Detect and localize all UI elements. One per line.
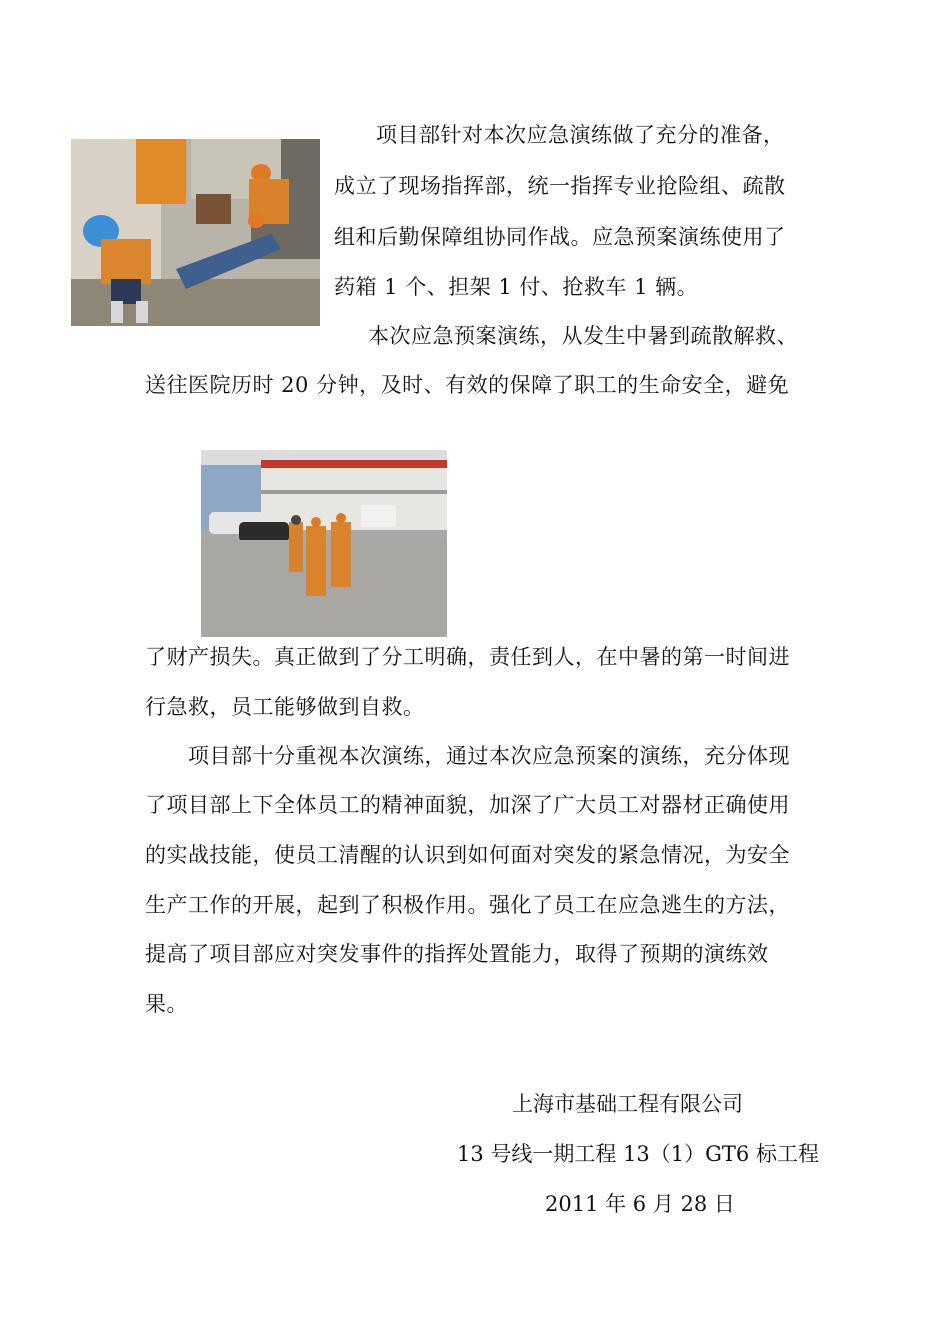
para2-line1: 本次应急预案演练，从发生中暑到疏散解救、 xyxy=(368,324,798,348)
para3-line4: 生产工作的开展，起到了积极作用。强化了员工在应急逃生的方法， xyxy=(145,893,790,917)
evacuation-drill-photo xyxy=(201,450,447,637)
para3-line1: 项目部十分重视本次演练，通过本次应急预案的演练，充分体现 xyxy=(188,744,790,768)
company-name: 上海市基础工程有限公司 xyxy=(512,1092,743,1116)
para3-line6: 果。 xyxy=(145,992,188,1016)
para3-line5: 提高了项目部应对突发事件的指挥处置能力，取得了预期的演练效 xyxy=(145,942,769,966)
para1-line3: 组和后勤保障组协同作战。应急预案演练使用了 xyxy=(334,225,786,249)
para1-line1: 项目部针对本次应急演练做了充分的准备， xyxy=(376,123,785,147)
para1-line4: 药箱 1 个、担架 1 付、抢救车 1 辆。 xyxy=(334,275,699,299)
stretcher-drill-photo xyxy=(71,139,320,326)
para2-line3: 了财产损失。真正做到了分工明确，责任到人，在中暑的第一时间进 xyxy=(145,645,790,669)
para2-line4: 行急救，员工能够做到自救。 xyxy=(145,695,425,719)
para1-line2: 成立了现场指挥部，统一指挥专业抢险组、疏散 xyxy=(334,174,786,198)
project-name: 13 号线一期工程 13（1）GT6 标工程 xyxy=(457,1142,819,1166)
para3-line3: 的实战技能，使员工清醒的认识到如何面对突发的紧急情况，为安全 xyxy=(145,843,790,867)
para3-line2: 了项目部上下全体员工的精神面貌，加深了广大员工对器材正确使用 xyxy=(145,793,790,817)
para2-line2: 送往医院历时 20 分钟，及时、有效的保障了职工的生命安全，避免 xyxy=(145,373,790,397)
document-date: 2011 年 6 月 28 日 xyxy=(545,1192,735,1216)
